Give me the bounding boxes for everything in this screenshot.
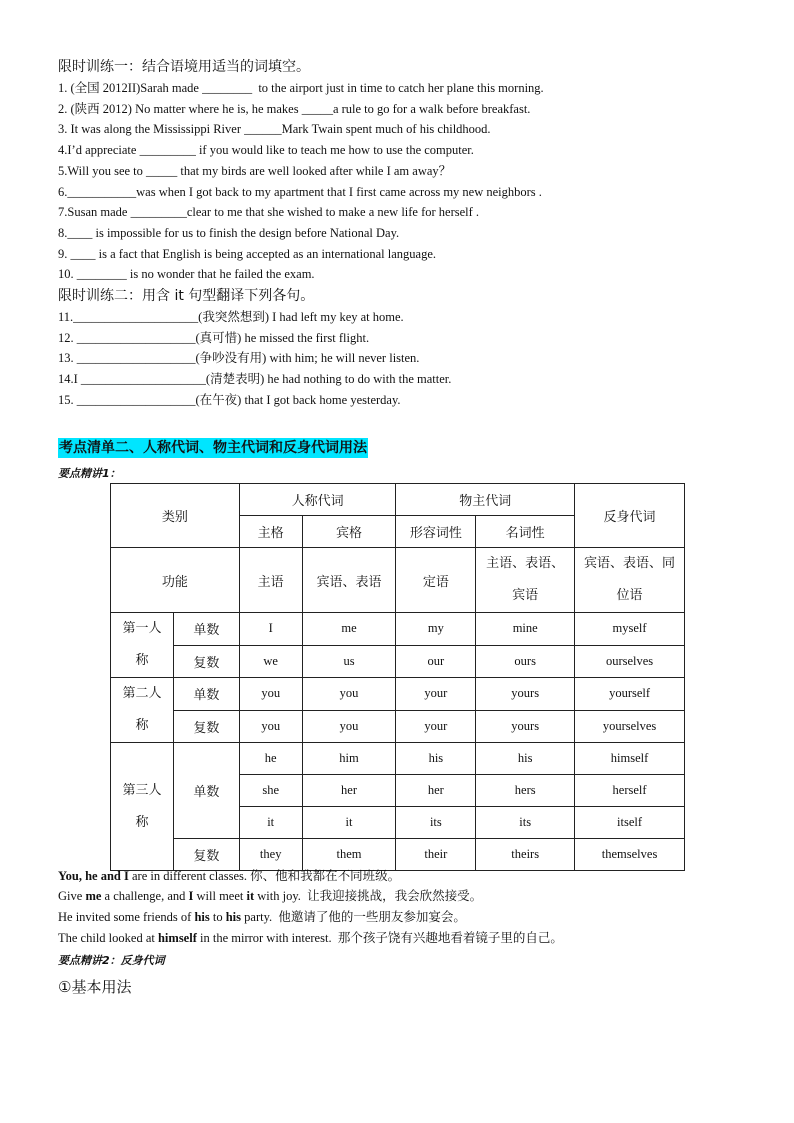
- cell: your: [396, 710, 476, 743]
- cell: herself: [575, 775, 685, 807]
- example-3: He invited some friends of his to his party. 他邀请了他的一些朋友参加宴会。: [58, 909, 466, 924]
- header-object: 宾格: [302, 516, 396, 548]
- cell: you: [302, 710, 396, 743]
- singular-label: 单数: [173, 613, 239, 646]
- cell: my: [396, 613, 476, 646]
- example-2: Give me a challenge, and I will meet it with joy. 让我迎接挑战，我会欣然接受。: [58, 888, 483, 903]
- singular-label: 单数: [173, 678, 239, 711]
- cell: its: [476, 807, 575, 839]
- answer-blank: ___________________: [76, 351, 196, 366]
- cell: its: [396, 807, 476, 839]
- cell: ours: [476, 645, 575, 678]
- cell: yours: [476, 710, 575, 743]
- exercise-item: 12. ___________________(真可惜) he missed the first flight.: [58, 330, 370, 345]
- cell: they: [239, 839, 302, 871]
- cell: their: [396, 839, 476, 871]
- answer-blank: ___________: [67, 184, 137, 199]
- answer-blank: ____: [70, 246, 96, 261]
- header-adj: 形容词性: [396, 516, 476, 548]
- answer-blank: ____________________: [80, 372, 206, 387]
- point2-label: 要点精讲2：反身代词: [58, 954, 165, 967]
- cell: his: [396, 743, 476, 775]
- cell: he: [239, 743, 302, 775]
- exercise-item: 7.Susan made _________clear to me that she wished to make a new life for herself .: [58, 205, 480, 220]
- answer-blank: ____________________: [73, 310, 199, 325]
- singular-label: 单数: [173, 743, 239, 839]
- cell: mine: [476, 613, 575, 646]
- cell: us: [302, 645, 396, 678]
- pronoun-table: [110, 483, 685, 871]
- third-person-label: 第三人称: [111, 743, 174, 871]
- section-title: 考点清单二、人称代词、物主代词和反身代词用法: [59, 440, 367, 456]
- header-noun: 名词性: [476, 516, 575, 548]
- cell: we: [239, 645, 302, 678]
- header-subject: 主格: [239, 516, 302, 548]
- answer-blank: _____: [301, 101, 333, 116]
- cell: you: [302, 678, 396, 711]
- first-person-label: 第一人称: [111, 613, 174, 678]
- header-personal: 人称代词: [239, 484, 396, 516]
- exercise-item: 4.I’d appreciate _________ if you would like to teach me how to use the computer.: [58, 143, 474, 158]
- answer-blank: ________: [76, 267, 127, 282]
- cell: it: [239, 807, 302, 839]
- answer-blank: ____: [67, 225, 93, 240]
- answer-blank: ________: [202, 81, 253, 95]
- exercise-block: [58, 56, 748, 411]
- exercise-item: 10. ________ is no wonder that he failed the exam.: [58, 267, 315, 282]
- cell: themselves: [575, 839, 685, 871]
- cell: me: [302, 613, 396, 646]
- cell: him: [302, 743, 396, 775]
- cell: our: [396, 645, 476, 678]
- cell: yourself: [575, 678, 685, 711]
- cell: hers: [476, 775, 575, 807]
- cell: theirs: [476, 839, 575, 871]
- cell: myself: [575, 613, 685, 646]
- function-label: 功能: [111, 548, 240, 613]
- exercise-item: 14.I ____________________(清楚表明) he had nothing to do with the matter.: [58, 372, 452, 387]
- plural-label: 复数: [173, 645, 239, 678]
- exercise-item: 11.____________________(我突然想到) I had left my key at home.: [58, 310, 404, 325]
- second-person-label: 第二人称: [111, 678, 174, 743]
- exercise-item: 13. ___________________(争吵没有用) with him; he will never listen.: [58, 351, 420, 366]
- answer-blank: _________: [139, 143, 196, 158]
- cell: her: [302, 775, 396, 807]
- exercise-item: 1. (全国 2012II)Sarah made ________ to the airport just in time to catch her plane this morning.: [58, 81, 544, 95]
- exercise1-heading: 限时训练一：结合语境用适当的词填空。: [58, 59, 310, 75]
- cell: ourselves: [575, 645, 685, 678]
- exercise-item: 15. ___________________(在午夜) that I got back home yesterday.: [58, 392, 401, 407]
- function-reflexive: 宾语、表语、同位语: [575, 548, 685, 613]
- answer-blank: ___________________: [76, 392, 196, 407]
- cell: you: [239, 710, 302, 743]
- header-category: 类别: [111, 484, 240, 548]
- function-subject: 主语: [239, 548, 302, 613]
- plural-label: 复数: [173, 839, 239, 871]
- answer-blank: _________: [130, 205, 187, 220]
- cell: it: [302, 807, 396, 839]
- example-1: You, he and I are in different classes. 你、他和我都在不同班级。: [58, 868, 401, 883]
- exercise-item: 9. ____ is a fact that English is being accepted as an international language.: [58, 246, 437, 261]
- cell: yourselves: [575, 710, 685, 743]
- cell: you: [239, 678, 302, 711]
- answer-blank: _____: [146, 163, 178, 178]
- exercise2-heading: 限时训练二：用含 it 句型翻译下列各句。: [58, 288, 315, 305]
- answer-blank: ___________________: [76, 330, 196, 345]
- header-possessive: 物主代词: [396, 484, 575, 516]
- cell: your: [396, 678, 476, 711]
- cell: she: [239, 775, 302, 807]
- exercise2-list: [58, 307, 748, 411]
- answer-blank: ______: [244, 122, 282, 137]
- cell: his: [476, 743, 575, 775]
- exercise1-list: [58, 78, 748, 285]
- header-reflexive: 反身代词: [575, 484, 685, 548]
- exercise-item: 5.Will you see to _____ that my birds are well looked after while I am away？: [58, 163, 452, 178]
- exercise-item: 2. (陕西 2012) No matter where he is, he makes _____a rule to go for a walk before breakfast.: [58, 101, 531, 116]
- cell: yours: [476, 678, 575, 711]
- basic-usage-heading: ①基本用法: [58, 978, 132, 996]
- exercise-item: 3. It was along the Mississippi River ______Mark Twain spent much of his childhood.: [58, 122, 491, 137]
- cell: himself: [575, 743, 685, 775]
- exercise-item: 6.___________was when I got back to my apartment that I first came across my new neighbors .: [58, 184, 542, 199]
- point1-label: 要点精讲1：: [58, 467, 121, 480]
- function-noun: 主语、表语、宾语: [476, 548, 575, 613]
- cell: her: [396, 775, 476, 807]
- function-attr: 定语: [396, 548, 476, 613]
- cell: itself: [575, 807, 685, 839]
- cell: them: [302, 839, 396, 871]
- exercise-item: 8.____ is impossible for us to finish the design before National Day.: [58, 225, 400, 240]
- function-object: 宾语、表语: [302, 548, 396, 613]
- plural-label: 复数: [173, 710, 239, 743]
- example-4: The child looked at himself in the mirror with interest. 那个孩子饶有兴趣地看着镜子里的自己。: [58, 930, 563, 945]
- cell: I: [239, 613, 302, 646]
